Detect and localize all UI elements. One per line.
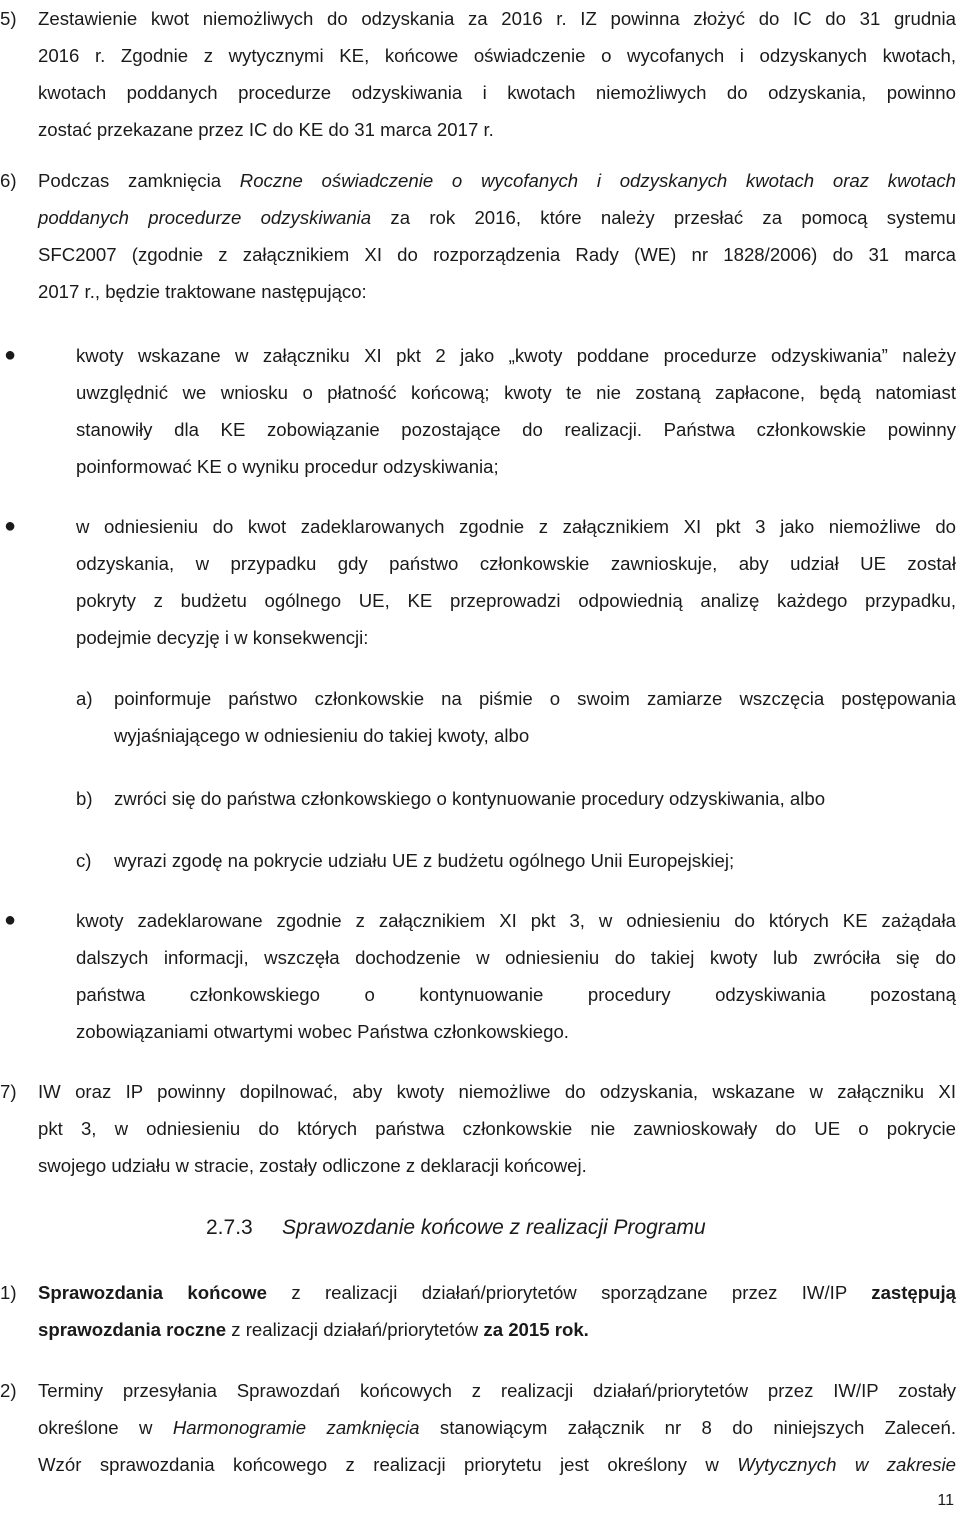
item-number: 5) — [0, 8, 17, 29]
text-line: w odniesieniu do kwot zadeklarowanych zgodnie z załącznikiem XI pkt 3 jako niemożliwe do — [76, 516, 956, 537]
text-line: kwoty wskazane w załączniku XI pkt 2 jako „kwoty poddane procedurze odzyskiwania” należy — [76, 345, 956, 366]
text-run: stanowiącym załącznik nr 8 do niniejszych Zaleceń. — [419, 1417, 956, 1438]
item-text — [38, 1372, 956, 1483]
bullet-text — [76, 337, 956, 485]
italic-title: Harmonogramie zamknięcia — [172, 1417, 420, 1438]
text-line: uwzględnić we wniosku o płatność końcową; kwoty te nie zostaną zapłacone, będą natomiast — [76, 382, 956, 403]
text-line — [38, 1311, 956, 1348]
text-line — [38, 199, 956, 236]
text-line: stanowiły dla KE zobowiązanie pozostające do realizacji. Państwa członkowskie powinny — [76, 419, 956, 440]
text-line: poinformuje państwo członkowskie na piśmie o swoim zamiarze wszczęcia postępowania — [114, 688, 956, 709]
text-line: pkt 3, w odniesieniu do których państwa członkowskie nie zawnioskowały do UE o pokrycie — [38, 1118, 956, 1139]
item-text — [38, 162, 956, 310]
text-line: 2016 r. Zgodnie z wytycznymi KE, końcowe oświadczenie o wycofanych i odzyskanych kwotach, — [38, 45, 956, 66]
text-line: swojego udziału w stracie, zostały odliczone z deklaracji końcowej. — [38, 1155, 587, 1176]
text-line: SFC2007 (zgodnie z załącznikiem XI do rozporządzenia Rady (WE) nr 1828/2006) do 31 marca — [38, 244, 956, 265]
text-line — [38, 162, 956, 199]
sub-item-text — [114, 780, 956, 817]
sub-item-text — [114, 680, 956, 754]
bullet-text — [76, 902, 956, 1050]
text-line: zwróci się do państwa członkowskiego o kontynuowanie procedury odzyskiwania, albo — [114, 788, 826, 809]
text-line: IW oraz IP powinny dopilnować, aby kwoty niemożliwe do odzyskania, wskazane w załączniku XI — [38, 1081, 956, 1102]
item-text — [38, 1274, 956, 1348]
text-line: 2017 r., będzie traktowane następująco: — [38, 281, 367, 302]
text-line: Terminy przesyłania Sprawozdań końcowych z realizacji działań/priorytetów przez IW/IP zostały — [38, 1380, 956, 1401]
text-line — [38, 1274, 956, 1311]
italic-title: Roczne oświadczenie o wycofanych i odzyskanych kwotach oraz kwotach — [239, 170, 956, 191]
bold-run: zastępują — [871, 1282, 956, 1303]
sub-item-label: c) — [76, 850, 92, 871]
bold-run: Sprawozdania końcowe — [38, 1282, 267, 1303]
bold-run: za 2015 rok. — [483, 1319, 589, 1340]
text-line: kwoty zadeklarowane zgodnie z załącznikiem XI pkt 3, w odniesieniu do których KE zażądała — [76, 910, 956, 931]
text-run: Wzór sprawozdania końcowego z realizacji priorytetu jest określony w — [38, 1454, 738, 1475]
item-number: 1) — [0, 1282, 17, 1303]
italic-title: poddanych procedurze odzyskiwania — [38, 207, 372, 228]
section-heading — [206, 1209, 706, 1246]
text-line: zobowiązaniami otwartymi wobec Państwa członkowskiego. — [76, 1021, 569, 1042]
item-number: 6) — [0, 170, 17, 191]
text-line: wyrazi zgodę na pokrycie udziału UE z budżetu ogólnego Unii Europejskiej; — [114, 850, 735, 871]
section-number: 2.7.3 — [206, 1216, 253, 1239]
italic-title: Wytycznych w zakresie — [737, 1454, 956, 1475]
text-run: z realizacji działań/priorytetów sporządzane przez IW/IP — [266, 1282, 872, 1303]
bold-run: sprawozdania roczne — [38, 1319, 227, 1340]
text-line: kwotach poddanych procedurze odzyskiwania i kwotach niemożliwych do odzyskania, powinno — [38, 82, 956, 103]
bullet-text — [76, 508, 956, 656]
text-line: wyjaśniającego w odniesieniu do takiej kwoty, albo — [114, 725, 530, 746]
item-text — [38, 0, 956, 148]
text-line: odzyskania, w przypadku gdy państwo członkowskie zawnioskuje, aby udział UE został — [76, 553, 956, 574]
text-line — [38, 1409, 956, 1446]
text-line: pokryty z budżetu ogólnego UE, KE przeprowadzi odpowiednią analizę każdego przypadku, — [76, 590, 956, 611]
text-line: zostać przekazane przez IC do KE do 31 marca 2017 r. — [38, 119, 494, 140]
item-number: 2) — [0, 1380, 17, 1401]
text-run: określone w — [38, 1417, 173, 1438]
item-text — [38, 1073, 956, 1184]
bullet-icon: ● — [4, 909, 17, 931]
bullet-icon: ● — [4, 344, 17, 366]
sub-item-text — [114, 842, 956, 879]
text-line: dalszych informacji, wszczęła dochodzenie w odniesieniu do takiej kwoty lub zwróciła się do — [76, 947, 956, 968]
text-run: Podczas zamknięcia — [38, 170, 240, 191]
text-line: podejmie decyzję i w konsekwencji: — [76, 627, 369, 648]
sub-item-label: a) — [76, 688, 93, 709]
text-line — [38, 1446, 956, 1483]
page-number: 11 — [937, 1492, 954, 1509]
text-line: państwa członkowskiego o kontynuowanie procedury odzyskiwania pozostaną — [76, 984, 956, 1005]
section-title: Sprawozdanie końcowe z realizacji Programu — [282, 1216, 706, 1239]
text-run: z realizacji działań/priorytetów — [226, 1319, 484, 1340]
sub-item-label: b) — [76, 788, 93, 809]
text-run: za rok 2016, które należy przesłać za pomocą systemu — [371, 207, 957, 228]
item-number: 7) — [0, 1081, 17, 1102]
text-line: poinformować KE o wyniku procedur odzyskiwania; — [76, 456, 499, 477]
bullet-icon: ● — [4, 515, 17, 537]
text-line: Zestawienie kwot niemożliwych do odzyskania za 2016 r. IZ powinna złożyć do IC do 31 grudnia — [38, 8, 956, 29]
